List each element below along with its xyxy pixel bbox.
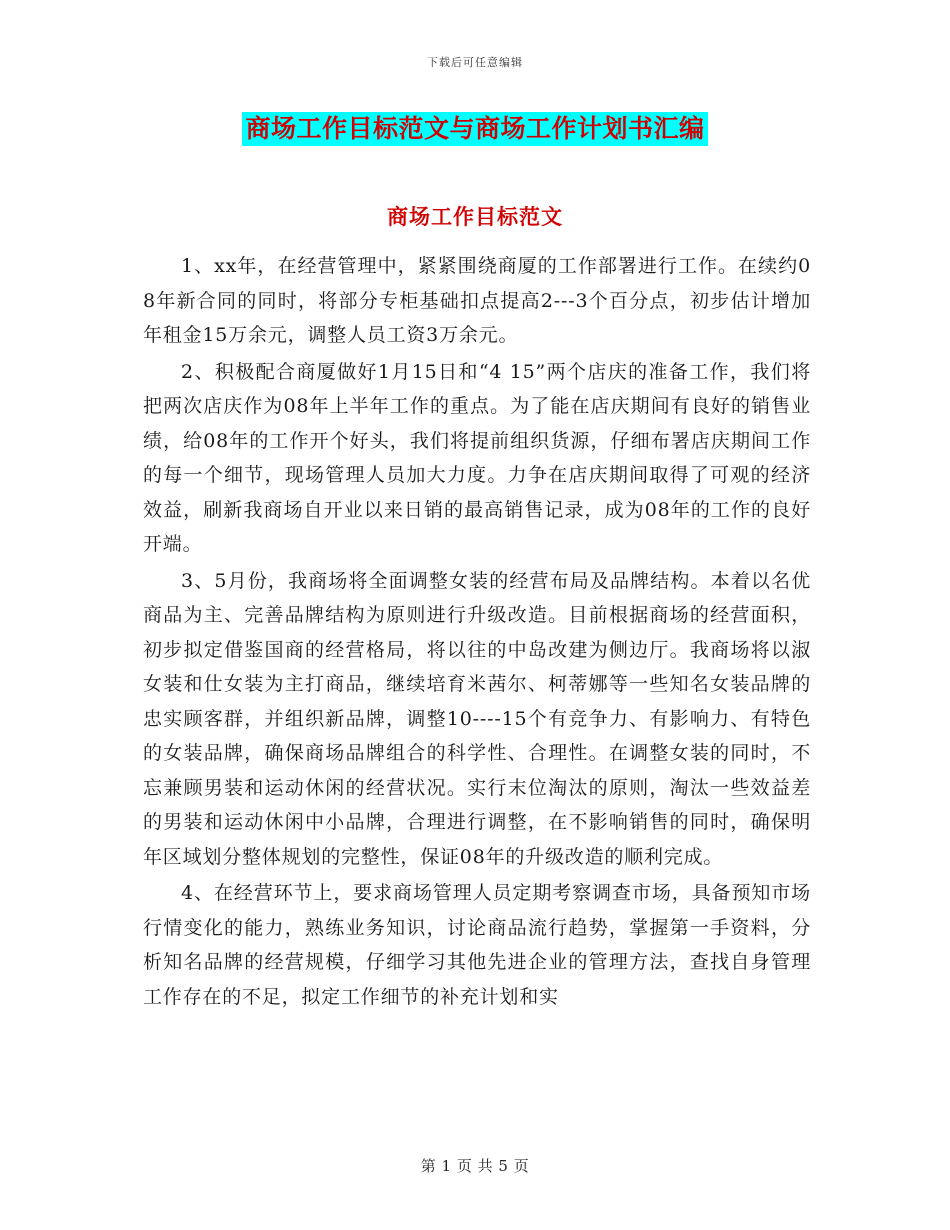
paragraph-4: 4、在经营环节上，要求商场管理人员定期考察调查市场，具备预知市场行情变化的能力，熟练业务知识，讨论商品流行趋势，掌握第一手资料，分析知名品牌的经营规模，仔细学习其他先进企业的管理方法，查找自身管理工作存在的不足，拟定工作细节的补充计划和实	[143, 882, 811, 1008]
page-header-note: 下载后可任意编辑	[427, 56, 523, 69]
paragraph-3: 3、5月份，我商场将全面调整女装的经营布局及品牌结构。本着以名优商品为主、完善品牌结构为原则进行升级改造。目前根据商场的经营面积，初步拟定借鉴国商的经营格局，将以往的中岛改建为侧边厅。我商场将以淑女装和仕女装为主打商品，继续培育米茜尔、柯蒂娜等一些知名女装品牌的忠实顾客群，并组织新品牌，调整10----15个有竞争力、有影响力、有特色的女装品牌，确保商场品牌组合的科学性、合理性。在调整女装的同时，不忘兼顾男装和运动休闲的经营状况。实行末位淘汰的原则，淘汰一些效益差的男装和运动休闲中小品牌，合理进行调整，在不影响销售的同时，确保明年区域划分整体规划的完整性，保证08年的升级改造的顺利完成。	[143, 569, 811, 868]
paragraph-1: 1、xx年，在经营管理中，紧紧围绕商厦的工作部署进行工作。在续约08年新合同的同时，将部分专柜基础扣点提高2---3个百分点，初步估计增加年租金15万余元，调整人员工资3万余元。	[143, 255, 811, 346]
paragraph-2: 2、积极配合商厦做好1月15日和“4 15”两个店庆的准备工作，我们将把两次店庆作为08年上半年工作的重点。为了能在店庆期间有良好的销售业绩，给08年的工作开个好头，我们将提前组织货源，仔细布署店庆期间工作的每一个细节，现场管理人员加大力度。力争在店庆期间取得了可观的经济效益，刷新我商场自开业以来日销的最高销售记录，成为08年的工作的良好开端。	[143, 360, 811, 555]
section-title: 商场工作目标范文	[387, 204, 563, 229]
document-title: 商场工作目标范文与商场工作计划书汇编	[242, 112, 707, 146]
document-body	[143, 249, 811, 1016]
document-title-container	[0, 112, 950, 146]
page-number-footer: 第 1 页 共 5 页	[420, 1157, 530, 1175]
